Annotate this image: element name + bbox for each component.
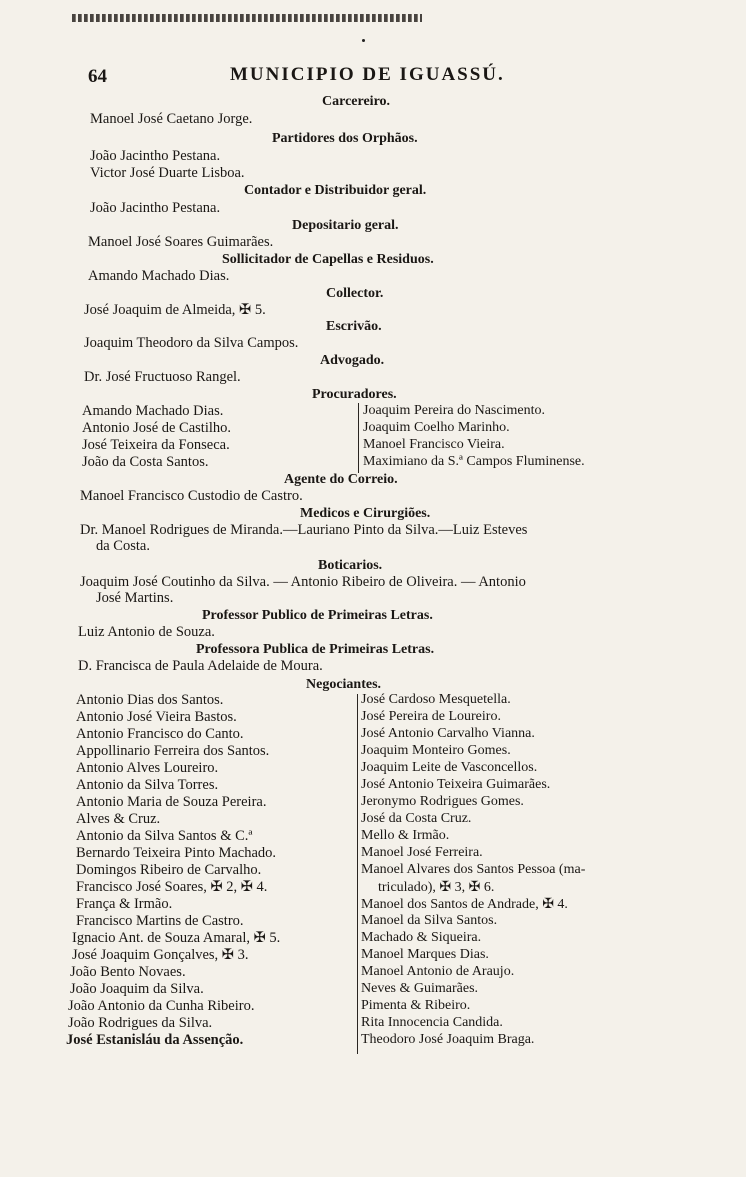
section-title: Carcereiro. xyxy=(322,94,391,109)
entry: João Jacintho Pestana. xyxy=(90,200,221,216)
entry: José Antonio Teixeira Guimarães. xyxy=(361,777,551,792)
entry: José Martins. xyxy=(96,590,174,606)
entry: Antonio da Silva Santos & C.ª xyxy=(76,828,253,844)
entry: Machado & Siqueira. xyxy=(361,930,482,945)
entry: Antonio José de Castilho. xyxy=(82,420,232,436)
entry: D. Francisca de Paula Adelaide de Moura. xyxy=(78,658,323,674)
section-title: Advogado. xyxy=(320,353,385,368)
entry: João Rodrigues da Silva. xyxy=(68,1015,213,1031)
entry: Manoel Francisco Vieira. xyxy=(363,437,505,452)
entry: João Bento Novaes. xyxy=(70,964,186,980)
entry: Alves & Cruz. xyxy=(76,811,161,827)
entry: Antonio Francisco do Canto. xyxy=(76,726,244,742)
entry: Joaquim Theodoro da Silva Campos. xyxy=(84,335,299,351)
entry: Manoel Marques Dias. xyxy=(361,947,489,962)
entry: Joaquim Coelho Marinho. xyxy=(363,420,510,435)
page-number: 64 xyxy=(88,66,107,87)
entry: Appollinario Ferreira dos Santos. xyxy=(76,743,270,759)
entry: Luiz Antonio de Souza. xyxy=(78,624,215,640)
entry: Francisco José Soares, ✠ 2, ✠ 4. xyxy=(76,879,268,895)
entry: Antonio da Silva Torres. xyxy=(76,777,219,793)
entry: Amando Machado Dias. xyxy=(88,268,230,284)
entry: José Pereira de Loureiro. xyxy=(361,709,501,724)
entry: Rita Innocencia Candida. xyxy=(361,1015,503,1030)
section-title: Escrivão. xyxy=(326,319,382,334)
entry: Pimenta & Ribeiro. xyxy=(361,998,471,1013)
column-bracket xyxy=(357,694,358,1054)
entry: José Teixeira da Fonseca. xyxy=(82,437,230,453)
entry: José Estanisláu da Assenção. xyxy=(66,1032,244,1048)
entry: Francisco Martins de Castro. xyxy=(76,913,244,929)
section-title: Partidores dos Orphãos. xyxy=(272,131,418,146)
entry: João Jacintho Pestana. xyxy=(90,148,221,164)
section-title: Medicos e Cirurgiões. xyxy=(300,506,431,521)
entry: Manoel Antonio de Araujo. xyxy=(361,964,515,979)
entry: Manoel dos Santos de Andrade, ✠ 4. xyxy=(361,897,568,912)
entry: Antonio Maria de Souza Pereira. xyxy=(76,794,267,810)
section-title: Contador e Distribuidor geral. xyxy=(244,183,427,198)
entry: José Cardoso Mesquetella. xyxy=(361,692,511,707)
entry: Theodoro José Joaquim Braga. xyxy=(361,1032,535,1047)
entry: Dr. Manoel Rodrigues de Miranda.—Lauriano Pinto da Silva.—Luiz Esteves xyxy=(80,522,528,538)
entry: Manoel Alvares dos Santos Pessoa (ma- xyxy=(361,862,586,877)
entry: João Antonio da Cunha Ribeiro. xyxy=(68,998,255,1014)
entry: Joaquim Monteiro Gomes. xyxy=(361,743,511,758)
entry: Manoel Francisco Custodio de Castro. xyxy=(80,488,303,504)
entry: Neves & Guimarães. xyxy=(361,981,479,996)
entry: Antonio Dias dos Santos. xyxy=(76,692,224,708)
entry: Bernardo Teixeira Pinto Machado. xyxy=(76,845,277,861)
entry: José Joaquim Gonçalves, ✠ 3. xyxy=(72,947,249,963)
entry: João Joaquim da Silva. xyxy=(70,981,204,997)
entry: Antonio José Vieira Bastos. xyxy=(76,709,237,725)
entry: Amando Machado Dias. xyxy=(82,403,224,419)
section-title: Collector. xyxy=(326,286,384,301)
entry: Jeronymo Rodrigues Gomes. xyxy=(361,794,524,809)
entry: França & Irmão. xyxy=(76,896,173,912)
page-header: MUNICIPIO DE IGUASSÚ. xyxy=(230,64,505,85)
entry: triculado), ✠ 3, ✠ 6. xyxy=(378,880,495,895)
top-rule xyxy=(72,14,422,22)
entry: Dr. José Fructuoso Rangel. xyxy=(84,369,241,385)
entry: Joaquim Pereira do Nascimento. xyxy=(363,403,545,418)
entry: Domingos Ribeiro de Carvalho. xyxy=(76,862,262,878)
section-title: Professora Publica de Primeiras Letras. xyxy=(196,642,435,657)
entry: Ignacio Ant. de Souza Amaral, ✠ 5. xyxy=(72,930,281,946)
section-title: Boticarios. xyxy=(318,558,383,573)
entry: Manoel José Ferreira. xyxy=(361,845,483,860)
entry: Joaquim José Coutinho da Silva. — Antonio Ribeiro de Oliveira. — Antonio xyxy=(80,574,526,590)
entry: João da Costa Santos. xyxy=(82,454,209,470)
entry: José da Costa Cruz. xyxy=(361,811,472,826)
entry: José Joaquim de Almeida, ✠ 5. xyxy=(84,302,266,318)
entry: Manoel José Soares Guimarães. xyxy=(88,234,274,250)
entry: Antonio Alves Loureiro. xyxy=(76,760,219,776)
section-title: Depositario geral. xyxy=(292,218,399,233)
entry: Maximiano da S.ª Campos Fluminense. xyxy=(363,454,585,469)
entry: José Antonio Carvalho Vianna. xyxy=(361,726,535,741)
section-title: Negociantes. xyxy=(306,677,382,692)
section-title: Procuradores. xyxy=(312,387,397,402)
section-title: Professor Publico de Primeiras Letras. xyxy=(202,608,433,623)
entry: Mello & Irmão. xyxy=(361,828,450,843)
entry: da Costa. xyxy=(96,538,150,554)
entry: Manoel da Silva Santos. xyxy=(361,913,498,928)
section-title: Sollicitador de Capellas e Residuos. xyxy=(222,252,434,267)
entry: Manoel José Caetano Jorge. xyxy=(90,111,253,127)
entry: Joaquim Leite de Vasconcellos. xyxy=(361,760,538,775)
entry: Victor José Duarte Lisboa. xyxy=(90,165,245,181)
column-bracket xyxy=(358,403,359,473)
section-title: Agente do Correio. xyxy=(284,472,398,487)
ink-dot xyxy=(362,39,365,42)
